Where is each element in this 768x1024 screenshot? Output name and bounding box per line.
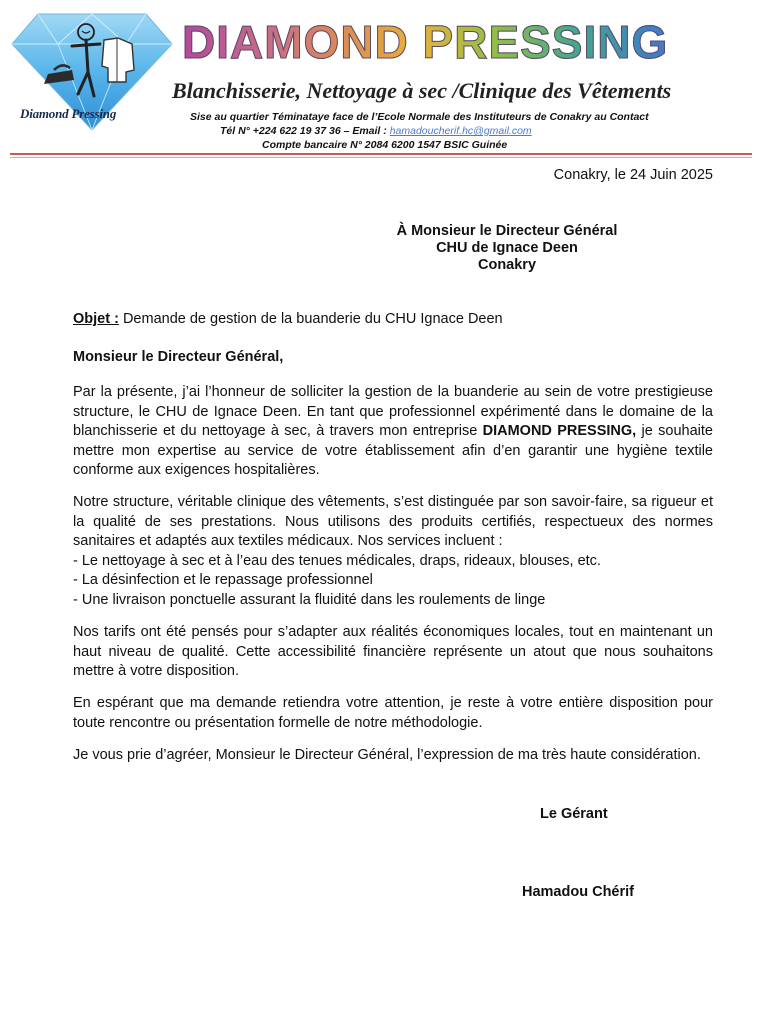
subject-text: Demande de gestion de la buanderie du CHU Ignace Deen [118, 311, 503, 327]
paragraph-introduction [73, 383, 713, 481]
email-link[interactable]: hamadoucherif.hc@gmail.com [389, 125, 532, 137]
service-list-item: - Le nettoyage à sec et à l’eau des tenues médicales, draps, rideaux, blouses, etc. [73, 552, 601, 569]
subject-line [73, 311, 503, 327]
recipient-line: Conakry [477, 257, 537, 273]
signature-name: Hamadou Chérif [522, 884, 634, 900]
phone-number: Tél N° +224 622 19 37 36 – Email : [220, 125, 387, 137]
paragraph-text: Notre structure, véritable clinique des vêtements, s’est distinguée par son savoir-faire, sa rigueur et la qualité de ses prestations. Nous utilisons des produits certifiés, respectueux des normes sanitaires et adaptés aux textiles médicaux. Nos services incluent : [73, 494, 713, 549]
signature-title: Le Gérant [540, 806, 608, 822]
letterhead [0, 0, 768, 162]
header-divider [10, 153, 752, 155]
contact-line [220, 125, 532, 137]
brand-name: DIAMOND PRESSING [182, 14, 742, 70]
service-list-item: - La désinfection et le repassage professionnel [73, 572, 373, 588]
paragraph-text: Par la présente, j’ai l’honneur de solliciter la gestion de la buanderie au sein de votre prestigieuse structure, le CHU de Ignace Deen. En tant que professionnel expérimenté dans le domaine de la blanchisserie et du nettoyage à sec, à travers mon entreprise [73, 384, 713, 439]
paragraph-services [73, 493, 713, 610]
bank-account: Compte bancaire N° 2084 6200 1547 BSIC Guinée [262, 139, 508, 151]
paragraph-text: je souhaite mettre mon expertise au service de votre établissement afin d’en garantir une hygiène textile conforme aux exigences hospitalières. [73, 423, 713, 478]
paragraph-closing: Je vous prie d’agréer, Monsieur le Directeur Général, l’expression de ma très haute considération. [73, 747, 701, 763]
recipient-block [360, 223, 654, 274]
recipient-line: CHU de Ignace Deen [436, 240, 578, 256]
letter-date: Conakry, le 24 Juin 2025 [553, 167, 713, 183]
subject-label: Objet : [73, 311, 119, 327]
service-list-item: - Une livraison ponctuelle assurant la fluidité dans les roulements de linge [73, 591, 546, 608]
logo-caption: Diamond Pressing [20, 106, 117, 121]
paragraph-pricing: Nos tarifs ont été pensés pour s’adapter aux réalités économiques locales, tout en maintenant un haut niveau de qualité. Cette accessibilité financière représente un atout que nous souhaitons mettre à votre disposition. [73, 624, 713, 679]
salutation: Monsieur le Directeur Général, [73, 349, 284, 365]
company-tagline: Blanchisserie, Nettoyage à sec /Clinique des Vêtements [172, 78, 672, 103]
company-address: Sise au quartier Téminataye face de l’Ecole Normale des Instituteurs de Conakry au Contact [190, 111, 649, 123]
paragraph-availability: En espérant que ma demande retiendra votre attention, je reste à votre entière disposition pour toute rencontre ou présentation formelle de notre méthodologie. [73, 695, 713, 731]
recipient-line: À Monsieur le Directeur Général [396, 223, 618, 239]
company-name-inline: DIAMOND PRESSING, [482, 423, 637, 439]
header-divider-thin [10, 157, 752, 158]
